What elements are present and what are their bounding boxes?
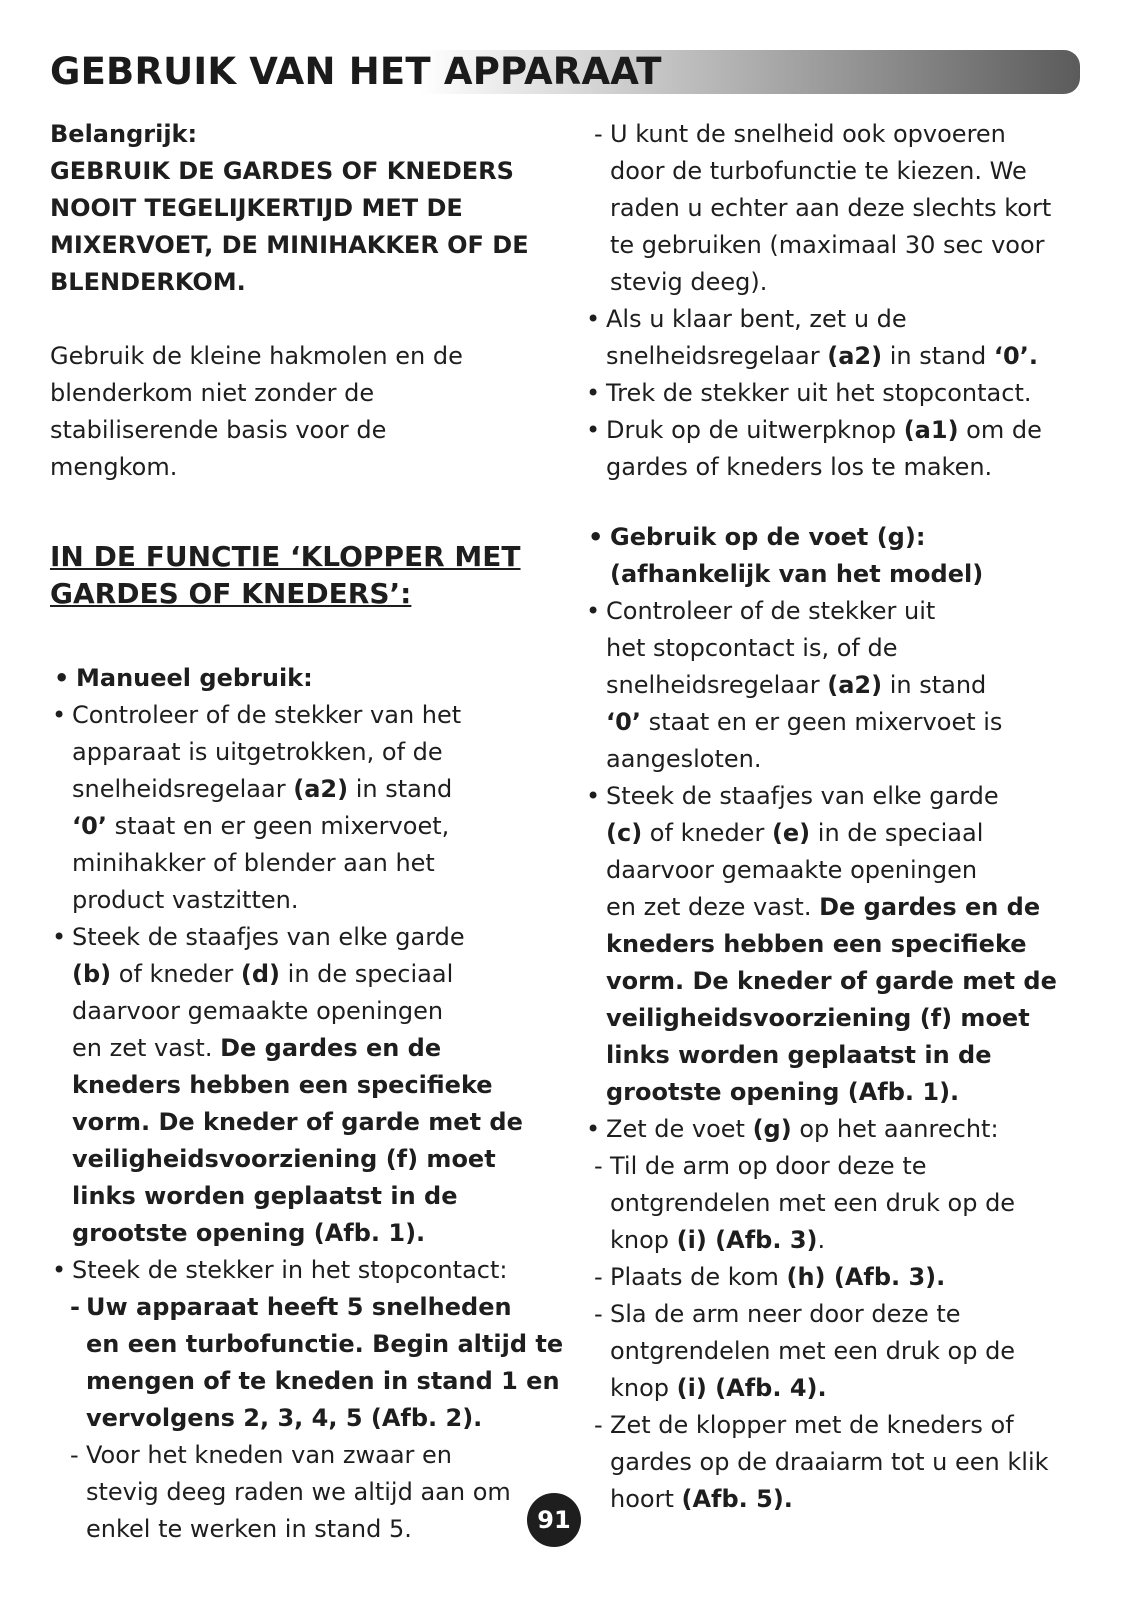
left-column	[50, 116, 570, 1548]
lift-arm-item: - Til de arm op door deze te ontgrendelen met een druk op de knop (i) (Afb. 3).	[584, 1148, 1114, 1259]
place-bowl-item: - Plaats de kom (h) (Afb. 3).	[584, 1259, 1114, 1296]
section-title: IN DE FUNCTIE ‘KLOPPER MET GARDES OF KNEDERS’:	[50, 540, 521, 610]
speeds-item: - Uw apparaat heeft 5 snelheden en een turbofunctie. Begin altijd te mengen of te kneden in stand 1 en vervolgens 2, 3, 4, 5 (Afb. 2).	[50, 1289, 570, 1437]
turbo-item: - U kunt de snelheid ook opvoeren door de turbofunctie te kiezen. We raden u echter aan deze slechts kort te gebruiken (maximaal 30 sec voor stevig deeg).	[584, 116, 1114, 301]
stand-use-heading: • Gebruik op de voet (g): (afhankelijk van het model)	[584, 519, 1114, 593]
heavy-dough-item: - Voor het kneden van zwaar en stevig deeg raden we altijd aan om enkel te werken in stand 5.	[50, 1437, 570, 1548]
intro-paragraph: Gebruik de kleine hakmolen en de blenderkom niet zonder de stabiliserende basis voor de mengkom.	[50, 342, 463, 481]
stand-insert-attachments-item: • Steek de staafjes van elke garde (c) of kneder (e) in de speciaal daarvoor gemaakte openingen en zet deze vast. De gardes en de kneders hebben een specifieke vorm. De kneder of garde met de veiligheidsvoorziening (f) moet links worden geplaatst in de grootste opening (Afb. 1).	[584, 778, 1114, 1111]
done-item: • Als u klaar bent, zet u de snelheidsregelaar (a2) in stand ‘0’.	[584, 301, 1114, 375]
check-plug-item: • Controleer of de stekker van het apparaat is uitgetrokken, of de snelheidsregelaar (a2) in stand ‘0’ staat en er geen mixervoet, minihakker of blender aan het product vastzitten.	[50, 697, 570, 919]
attach-mixer-item: - Zet de klopper met de kneders of gardes op de draaiarm tot u een klik hoort (Afb. 5).	[584, 1407, 1114, 1518]
important-warning: GEBRUIK DE GARDES OF KNEDERS NOOIT TEGELIJKERTIJD MET DE MIXERVOET, DE MINIHAKKER OF DE BLENDERKOM.	[50, 157, 529, 296]
lower-arm-item: - Sla de arm neer door deze te ontgrendelen met een druk op de knop (i) (Afb. 4).	[584, 1296, 1114, 1407]
important-label: Belangrijk:	[50, 120, 198, 148]
insert-attachments-item: • Steek de staafjes van elke garde (b) of kneder (d) in de speciaal daarvoor gemaakte openingen en zet vast. De gardes en de kneders hebben een specifieke vorm. De kneder of garde met de veiligheidsvoorziening (f) moet links worden geplaatst in de grootste opening (Afb. 1).	[50, 919, 570, 1252]
page-title: GEBRUIK VAN HET APPARAAT	[50, 50, 662, 93]
plug-in-item: • Steek de stekker in het stopcontact:	[50, 1252, 570, 1289]
stand-check-plug-item: • Controleer of de stekker uit het stopcontact is, of de snelheidsregelaar (a2) in stand ‘0’ staat en er geen mixervoet is aangesloten.	[584, 593, 1114, 778]
manual-use-heading: • Manueel gebruik:	[50, 660, 570, 697]
right-column	[584, 116, 1114, 1518]
unplug-item: • Trek de stekker uit het stopcontact.	[584, 375, 1114, 412]
page-number: 91	[527, 1493, 581, 1547]
place-stand-item: • Zet de voet (g) op het aanrecht:	[584, 1111, 1114, 1148]
eject-item: • Druk op de uitwerpknop (a1) om de gardes of kneders los te maken.	[584, 412, 1114, 486]
